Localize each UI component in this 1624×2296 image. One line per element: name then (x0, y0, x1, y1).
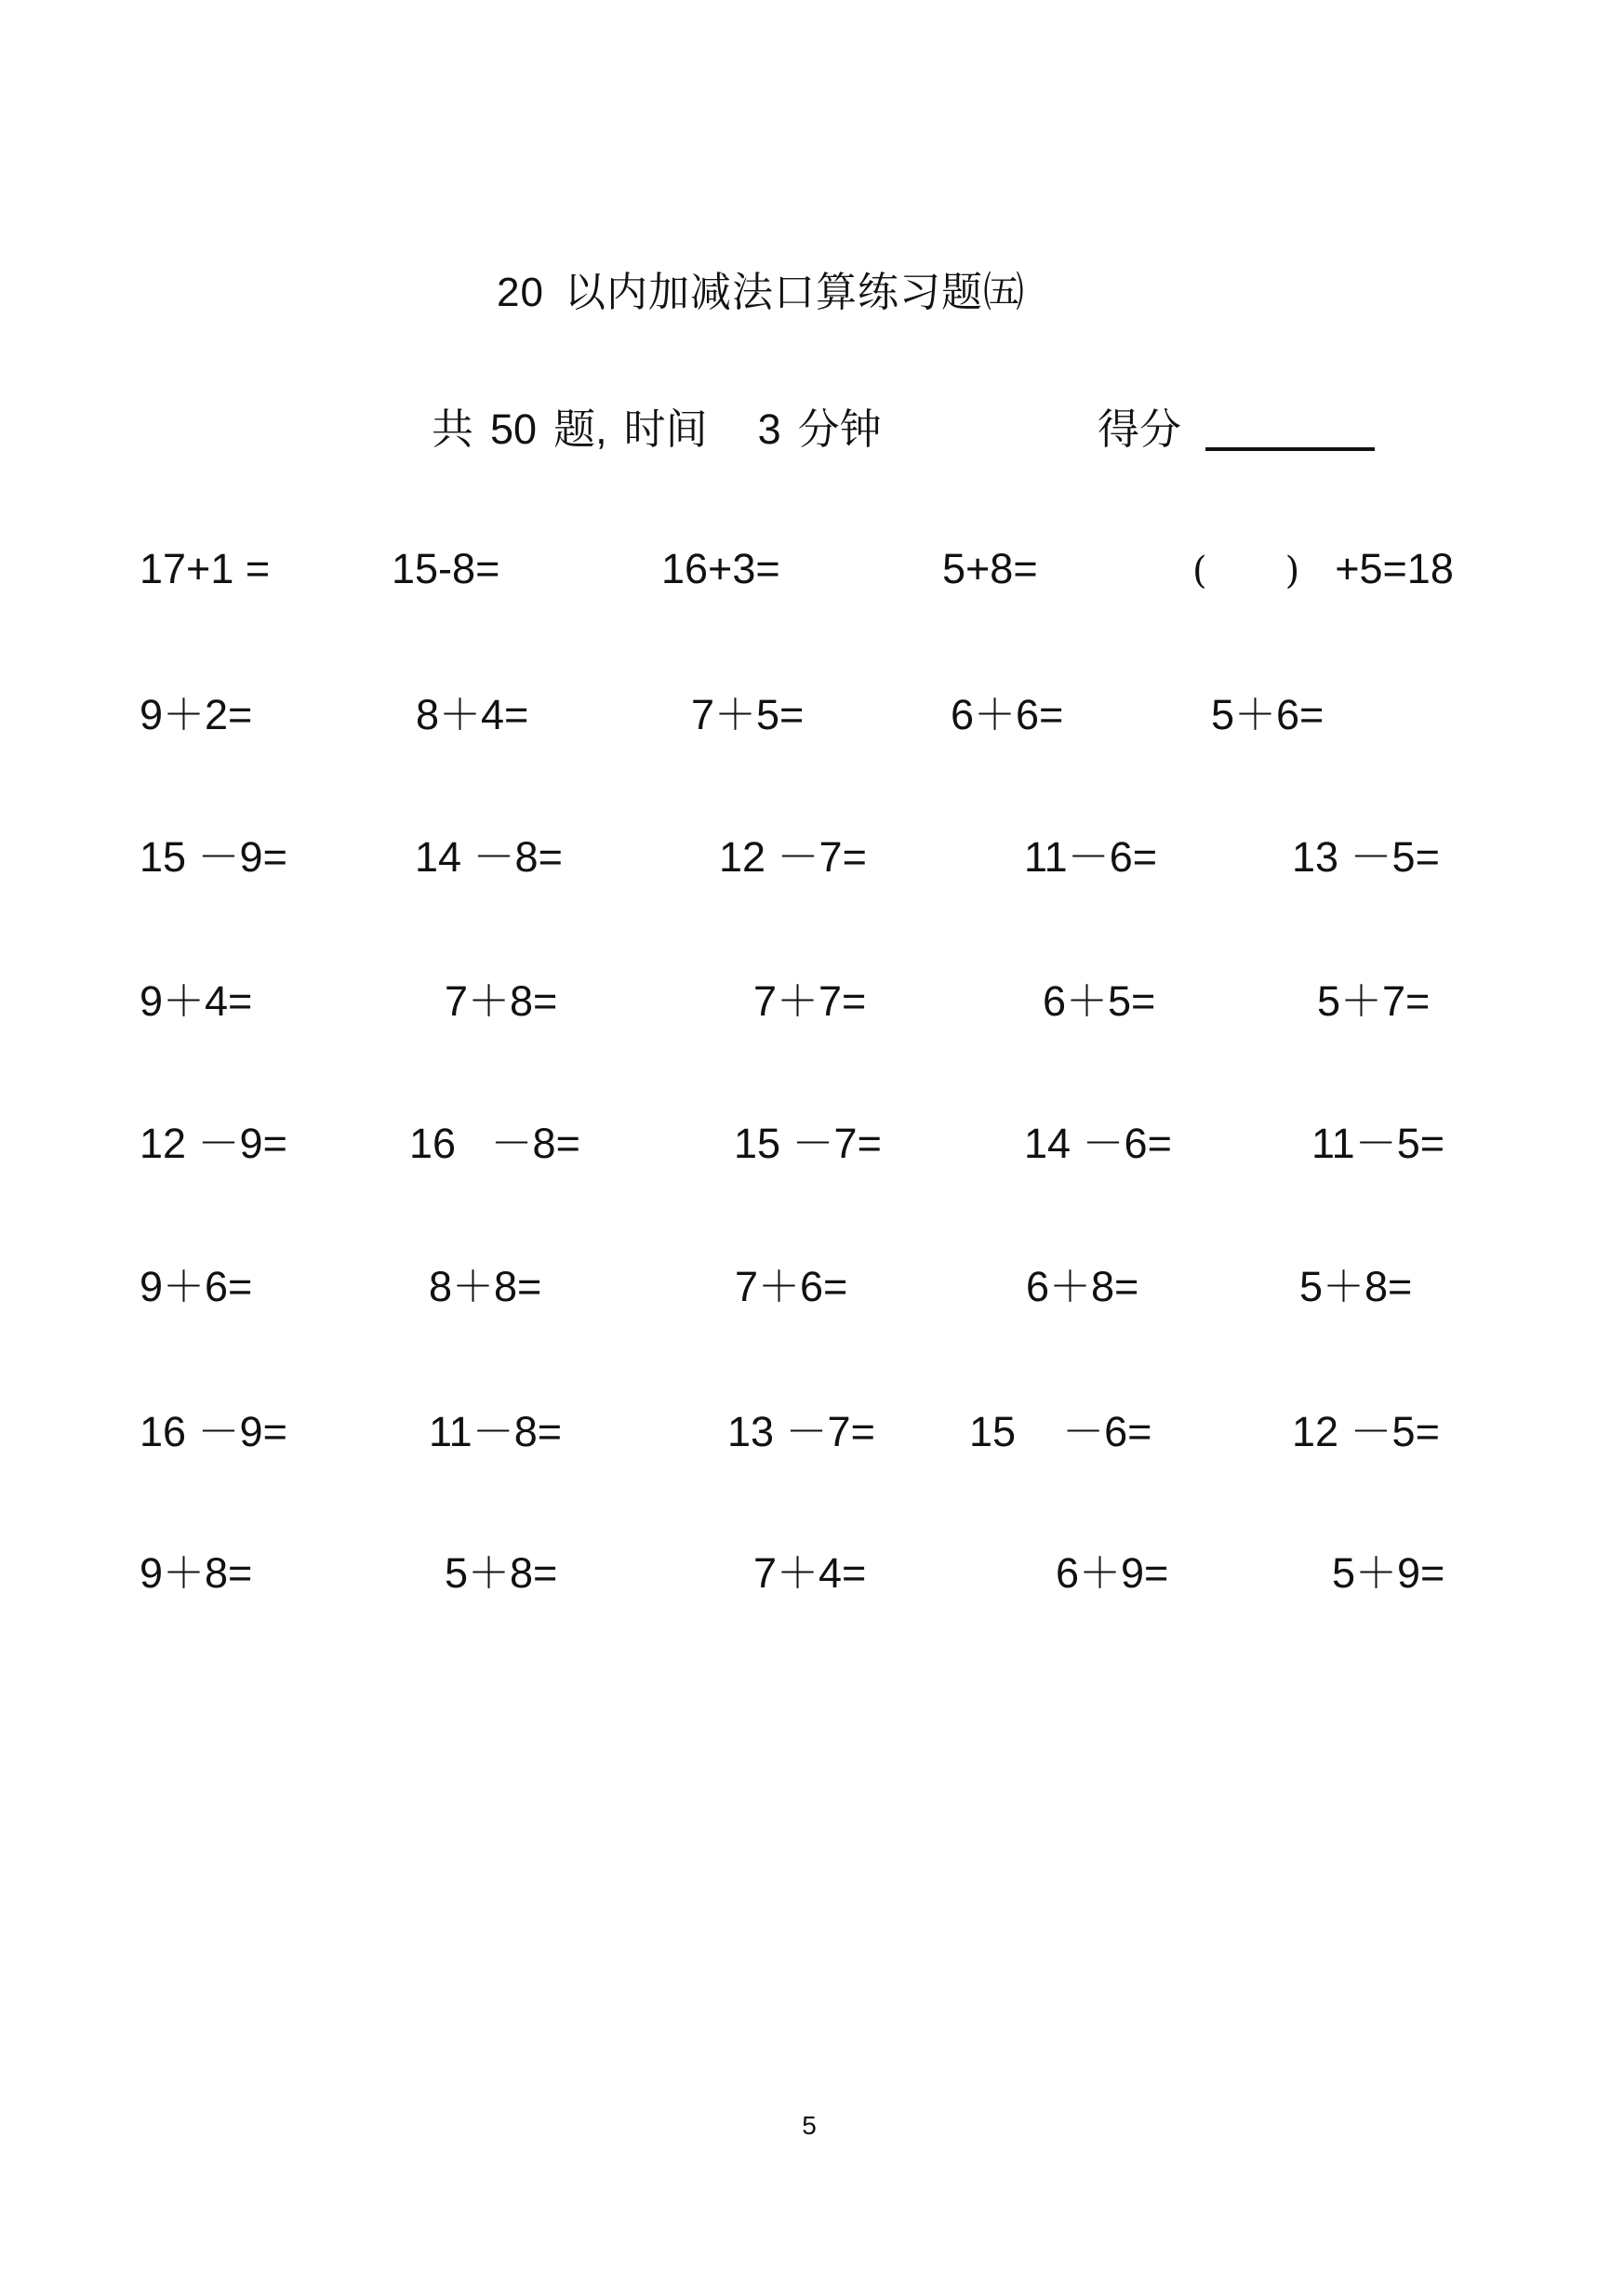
left-paren: ( (1192, 550, 1207, 592)
math-problem: 5＋9= (1332, 1549, 1445, 1597)
right-paren: ) (1285, 550, 1300, 592)
problem-row-7 (0, 1402, 1624, 1462)
meta-prefix: 共 (432, 405, 474, 453)
title-number: 20 (497, 270, 544, 315)
math-problem: 12 －9= (140, 1120, 287, 1167)
math-problem: 15 －6= (969, 1408, 1152, 1455)
math-problem: 15 －9= (140, 833, 287, 881)
count-suffix: 题, (553, 405, 607, 453)
math-problem: 16 －9= (140, 1408, 287, 1455)
math-problem: 6＋8= (1026, 1263, 1139, 1310)
math-problem: 6＋9= (1056, 1549, 1169, 1597)
math-problem: 7＋5= (691, 691, 805, 738)
problem-row-6 (0, 1257, 1624, 1317)
title-text: 以内加减法口算练习题㈤ (564, 270, 1025, 315)
math-problem: 6＋5= (1043, 977, 1156, 1025)
score-answer-line[interactable] (1205, 447, 1375, 451)
score-label: 得分 (1098, 405, 1182, 453)
math-problem: 13 －5= (1292, 833, 1440, 881)
problem-row-1 (0, 539, 1624, 599)
math-problem: 7＋7= (753, 977, 867, 1025)
math-problem: 5＋8= (445, 1549, 558, 1597)
math-problem: 5＋8= (1299, 1263, 1413, 1310)
math-problem: 15-8= (392, 545, 500, 592)
math-problem: 9＋2= (140, 691, 253, 738)
worksheet-title (0, 259, 1573, 318)
math-problem: 11－8= (429, 1408, 563, 1455)
time-label: 时间 (623, 405, 708, 453)
problem-row-8 (0, 1544, 1624, 1603)
problem-row-5 (0, 1114, 1624, 1174)
math-problem: 14 －6= (1024, 1120, 1172, 1167)
problem-row-4 (0, 972, 1624, 1031)
math-problem: 9＋6= (140, 1263, 253, 1310)
math-problem: 8＋8= (429, 1263, 542, 1310)
math-problem: 12 －7= (719, 833, 867, 881)
score-area (1098, 402, 1375, 458)
page-number: 5 (802, 2111, 817, 2140)
problem-row-2 (0, 685, 1624, 745)
math-problem: 12 －5= (1292, 1408, 1440, 1455)
math-problem: 16+3= (661, 545, 780, 592)
math-problem: 6＋6= (951, 691, 1064, 738)
problem-row-3 (0, 828, 1624, 887)
problem-count: 50 (490, 405, 538, 453)
math-problem: 7＋6= (735, 1263, 848, 1310)
math-problem: 5＋6= (1211, 691, 1324, 738)
math-problem: 14 －8= (415, 833, 563, 881)
math-problem: 8＋4= (416, 691, 529, 738)
missing-addend-problem (1192, 539, 1454, 601)
minutes-value: 3 (757, 405, 781, 453)
math-problem: 7＋8= (445, 977, 558, 1025)
math-problem: 16 －8= (409, 1120, 580, 1167)
math-problem: 11－5= (1311, 1120, 1445, 1167)
math-problem: 5＋7= (1317, 977, 1431, 1025)
minutes-suffix: 分钟 (797, 405, 882, 453)
math-problem: 9＋4= (140, 977, 253, 1025)
missing-addend-expression: +5=18 (1335, 545, 1454, 592)
math-problem: 15 －7= (734, 1120, 882, 1167)
math-problem: 5+8= (942, 545, 1038, 592)
worksheet-meta (432, 402, 882, 458)
math-problem: 13 －7= (727, 1408, 875, 1455)
math-problem: 17+1 = (140, 545, 271, 592)
math-problem: 9＋8= (140, 1549, 253, 1597)
math-problem: 11－6= (1024, 833, 1158, 881)
math-problem: 7＋4= (753, 1549, 867, 1597)
